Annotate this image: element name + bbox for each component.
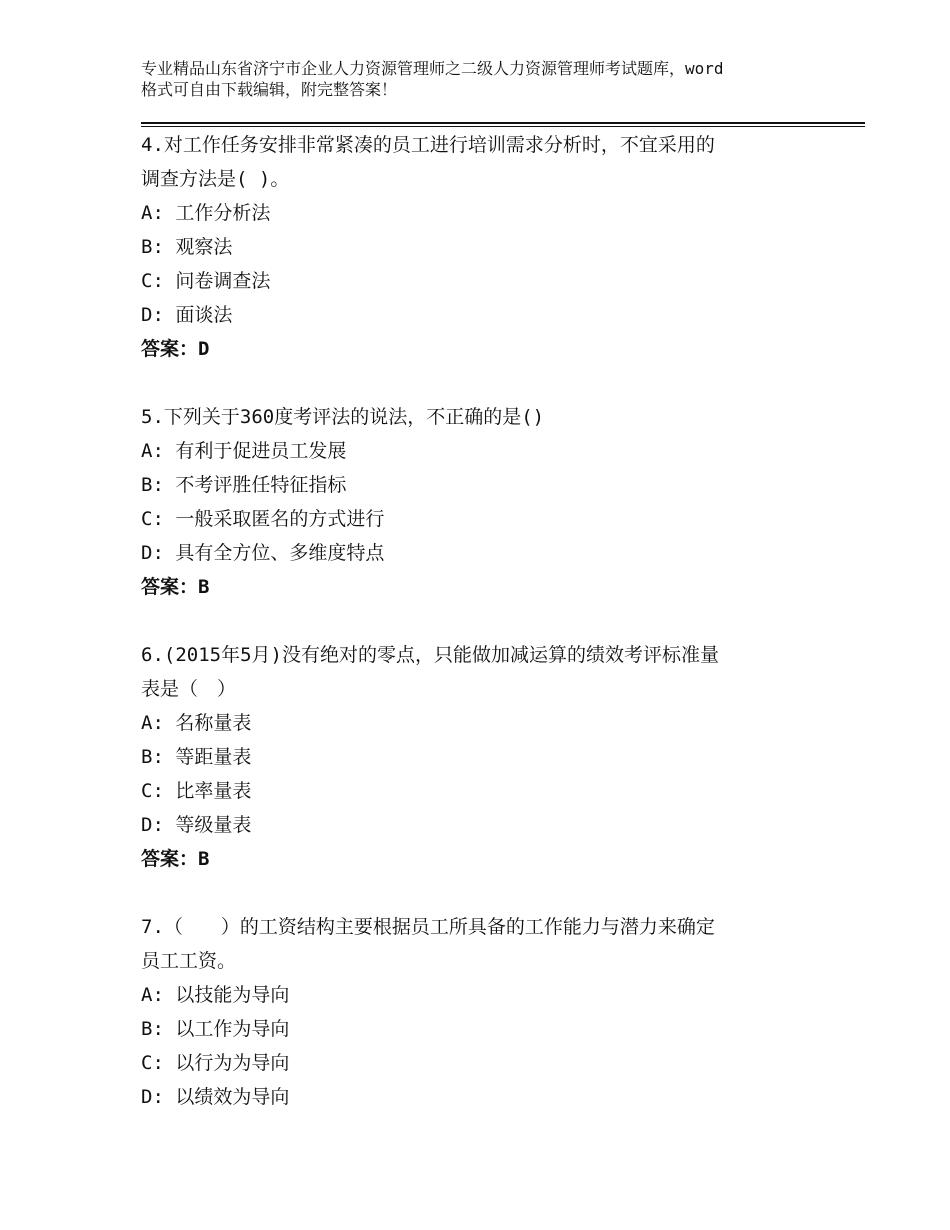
header-line-1: 专业精品山东省济宁市企业人力资源管理师之二级人力资源管理师考试题库，word [141, 59, 724, 78]
question-spacer [141, 604, 865, 638]
option-b: B: 等距量表 [141, 746, 252, 768]
question-text-line: 5.下列关于360度考评法的说法，不正确的是() [141, 406, 545, 428]
question-7 [141, 910, 865, 1114]
answer-label: 答案：B [141, 576, 210, 598]
option-b: B: 不考评胜任特征指标 [141, 474, 347, 496]
question-6 [141, 638, 865, 876]
question-text [141, 400, 801, 434]
option-a: A: 名称量表 [141, 712, 252, 734]
question-text-line: 6.(2015年5月)没有绝对的零点，只能做加减运算的绩效考评标准量 [141, 644, 719, 666]
question-spacer [141, 366, 865, 400]
option-d: D: 等级量表 [141, 814, 252, 836]
option-b: B: 观察法 [141, 236, 233, 258]
option-d: D: 以绩效为导向 [141, 1086, 290, 1108]
question-list [141, 128, 865, 1114]
option-a: A: 工作分析法 [141, 202, 271, 224]
question-text-line: 4.对工作任务安排非常紧凑的员工进行培训需求分析时，不宜采用的 [141, 134, 715, 156]
question-text [141, 638, 801, 706]
option-c: C: 问卷调查法 [141, 270, 271, 292]
question-text-line: 员工工资。 [141, 950, 237, 972]
option-b: B: 以工作为导向 [141, 1018, 290, 1040]
question-text [141, 910, 801, 978]
answer-label: 答案：D [141, 338, 210, 360]
option-c: C: 以行为为导向 [141, 1052, 290, 1074]
document-header [141, 58, 841, 100]
question-5 [141, 400, 865, 604]
question-text-line: 调查方法是( )。 [141, 168, 290, 190]
header-line-2: 格式可自由下载编辑，附完整答案！ [141, 80, 398, 99]
answer-label: 答案：B [141, 848, 210, 870]
question-text-line: 7.（ ）的工资结构主要根据员工所具备的工作能力与潜力来确定 [141, 916, 715, 938]
question-text [141, 128, 801, 196]
option-d: D: 面谈法 [141, 304, 233, 326]
option-c: C: 一般采取匿名的方式进行 [141, 508, 385, 530]
option-d: D: 具有全方位、多维度特点 [141, 542, 385, 564]
option-a: A: 有利于促进员工发展 [141, 440, 347, 462]
option-c: C: 比率量表 [141, 780, 252, 802]
option-a: A: 以技能为导向 [141, 984, 290, 1006]
header-divider-thin [141, 126, 865, 127]
question-text-line: 表是（ ） [141, 678, 237, 700]
question-spacer [141, 876, 865, 910]
question-4 [141, 128, 865, 366]
header-divider-thick [141, 122, 865, 124]
